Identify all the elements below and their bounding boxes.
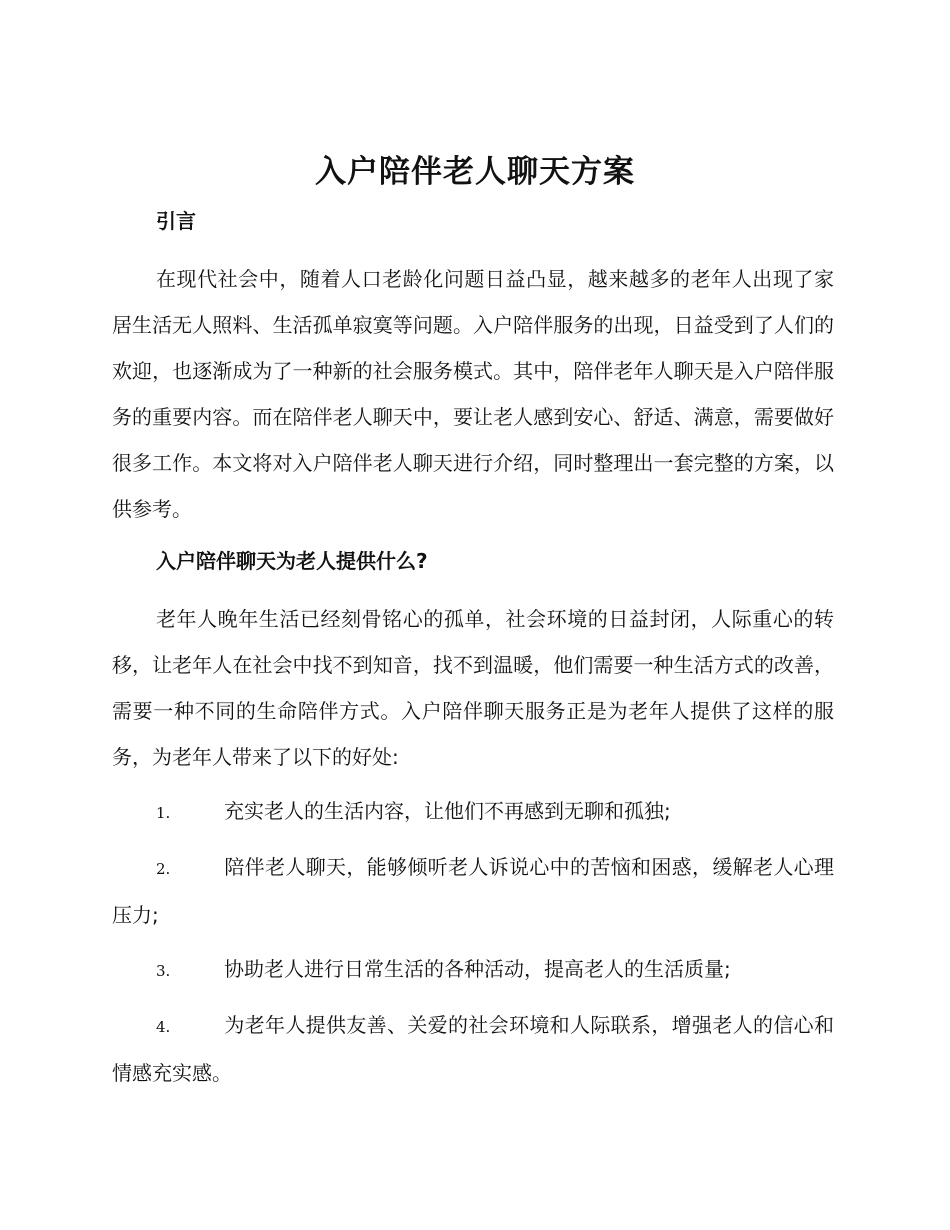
list-item (112, 946, 834, 994)
list-item-text: 为老年人提供友善、关爱的社会环境和人际联系，增强老人的信心和情感充实感。 (112, 1013, 834, 1085)
document-title: 入户陪伴老人聊天方案 (315, 154, 635, 190)
list-item (112, 844, 834, 938)
list-item-text: 协助老人进行日常生活的各种活动，提高老人的生活质量; (224, 957, 731, 981)
list-item (112, 788, 834, 836)
list-item-number: 1. (156, 804, 171, 822)
benefits-paragraph: 老年人晚年生活已经刻骨铭心的孤单，社会环境的日益封闭，人际重心的转移，让老年人在社会中找不到知音，找不到温暖，他们需要一种生活方式的改善，需要一种不同的生命陪伴方式。入户陪伴聊天服务正是为老年人提供了这样的服务，为老年人带来了以下的好处: (112, 607, 834, 769)
section-heading-introduction: 引言 (156, 209, 196, 233)
list-item-text: 陪伴老人聊天，能够倾听老人诉说心中的苦恼和困惑，缓解老人心理压力; (112, 855, 834, 927)
section-heading-benefits: 入户陪伴聊天为老人提供什么? (156, 549, 428, 573)
introduction-paragraph: 在现代社会中，随着人口老龄化问题日益凸显，越来越多的老年人出现了家居生活无人照料、生活孤单寂寞等问题。入户陪伴服务的出现，日益受到了人们的欢迎，也逐渐成为了一种新的社会服务模式。其中，陪伴老年人聊天是入户陪伴服务的重要内容。而在陪伴老人聊天中，要让老人感到安心、舒适、满意，需要做好很多工作。本文将对入户陪伴老人聊天进行介绍，同时整理出一套完整的方案，以供参考。 (112, 267, 834, 521)
list-item-text: 充实老人的生活内容，让他们不再感到无聊和孤独; (224, 799, 671, 823)
list-item (112, 1002, 834, 1096)
list-item-number: 4. (156, 1018, 171, 1036)
list-item-number: 2. (156, 860, 171, 878)
list-item-number: 3. (156, 962, 171, 980)
